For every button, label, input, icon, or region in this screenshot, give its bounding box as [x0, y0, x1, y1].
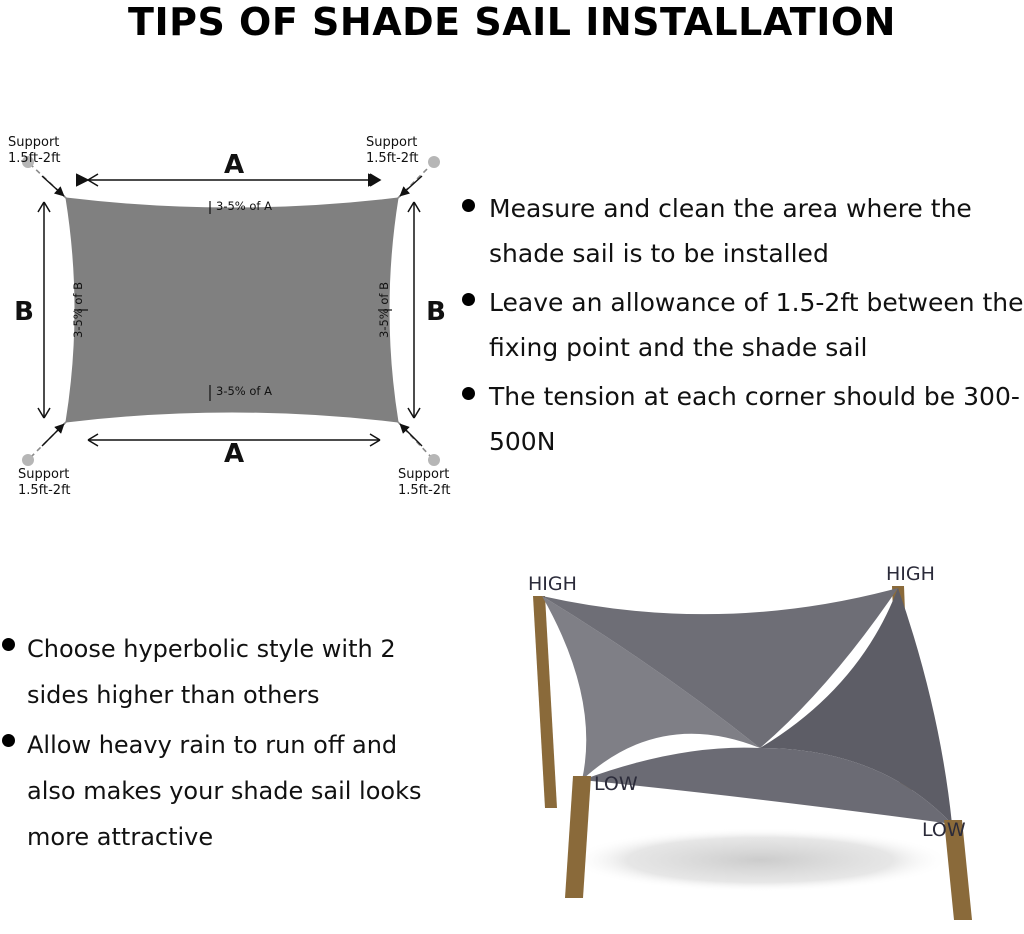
bullet-icon	[2, 638, 15, 651]
page-title: TIPS OF SHADE SAIL INSTALLATION	[128, 0, 896, 44]
list-item	[2, 722, 452, 860]
rectangle-shade-sail-dimension-diagram	[0, 110, 470, 510]
post-high-left	[533, 596, 557, 808]
dim-a-top-label: A	[223, 150, 245, 180]
curve-right-label: 3-5% of B	[377, 282, 391, 338]
label-low-right: LOW	[922, 819, 966, 841]
support-label: 1.5ft-2ft	[18, 483, 71, 498]
support-label: 1.5ft-2ft	[8, 151, 61, 166]
curve-top-label: 3-5% of A	[216, 199, 272, 213]
dim-b-left-label: B	[14, 297, 34, 327]
dim-a-bottom-label: A	[223, 439, 245, 469]
top-tips-list	[462, 186, 1024, 468]
bullet-icon	[462, 387, 475, 400]
support-label: Support	[366, 135, 418, 150]
list-item	[462, 280, 1024, 370]
dim-b-right-label: B	[426, 297, 446, 327]
list-item-label: Allow heavy rain to run off and also makes your shade sail looks more attractive	[27, 731, 422, 851]
support-label: 1.5ft-2ft	[366, 151, 419, 166]
bottom-tips-list	[2, 626, 452, 864]
bullet-icon	[462, 293, 475, 306]
support-label: Support	[8, 135, 60, 150]
list-item-label: Measure and clean the area where the shade sail is to be installed	[489, 194, 972, 268]
list-item	[462, 186, 1024, 276]
support-label: Support	[18, 467, 70, 482]
support-label: Support	[398, 467, 450, 482]
bullet-icon	[2, 734, 15, 747]
bullet-icon	[462, 199, 475, 212]
list-item	[2, 626, 452, 718]
curve-bottom-label: 3-5% of A	[216, 384, 272, 398]
list-item-label: The tension at each corner should be 300-500N	[489, 382, 1020, 456]
list-item	[462, 374, 1024, 464]
list-item-label: Leave an allowance of 1.5-2ft between the fixing point and the shade sail	[489, 288, 1024, 362]
label-high-left: HIGH	[528, 573, 577, 595]
post-low-left	[565, 776, 591, 898]
label-high-right: HIGH	[886, 563, 935, 585]
list-item-label: Choose hyperbolic style with 2 sides higher than others	[27, 635, 396, 709]
label-low-left: LOW	[594, 773, 638, 795]
hyperbolic-shade-sail-diagram	[460, 548, 1024, 934]
support-label: 1.5ft-2ft	[398, 483, 451, 498]
ground-shadow	[570, 828, 950, 892]
curve-left-label: 3-5% of B	[71, 282, 85, 338]
